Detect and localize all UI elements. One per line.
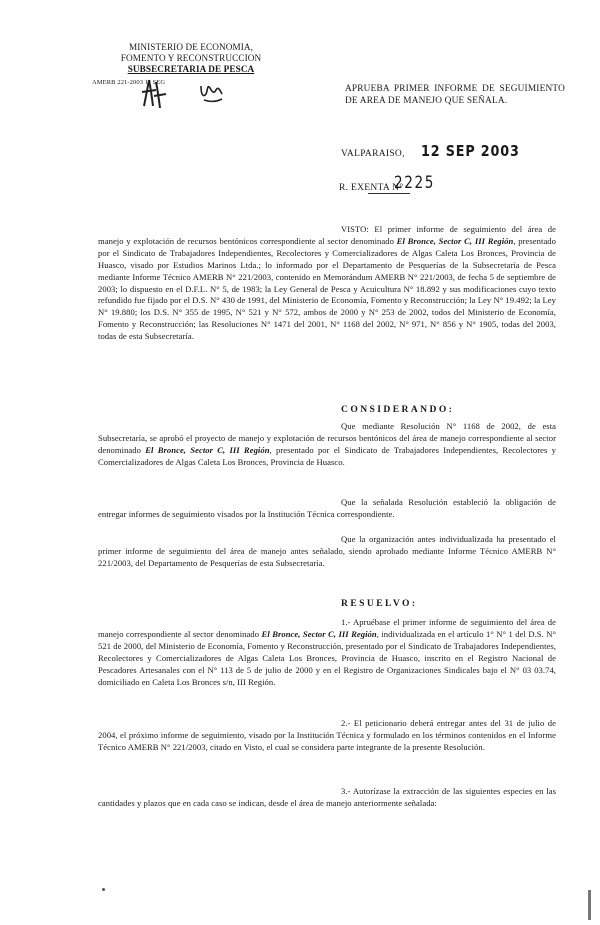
exenta-label: R. EXENTA N° bbox=[339, 183, 404, 193]
considerando-p1-text-b: , presentado por el Sindicato de Trabajadores Independientes, Recolectores y Comercializadores de Algas Caleta Los Bronces, Provincia de Huasco. bbox=[98, 444, 557, 467]
letterhead-ministry: MINISTERIO DE ECONOMIA, bbox=[128, 42, 254, 52]
visto-text-a: El primer informe de seguimiento del área de manejo y explotación de recursos bentónicos correspondiente al sector denominado bbox=[98, 224, 556, 246]
visto-text-b: , presentado por el Sindicato de Trabajadores Independientes, Recolectores y Comercializadores de Algas Caleta Los Bronces, Provincia de Huasco, visado por Estudios Marinos Ltda.; lo informado por el Departamento de Pesquerías de la Subsecretaría de Pesca mediante Informe Técnico AMERB N° 221/2003, contenido en Memorándum AMERB N° 221/2003, de fecha 5 de septiembre de 2003; lo dispuesto en el D.F.L. N° 5, de 1983; la Ley General de Pesca y Acuicultura N° 18.892 y sus modificaciones cuyo texto refundido fue fijado por el D.S. N° 430 de 1991, del Ministerio de Economía, Fomento y Reconstrucción; la Ley N° 19.492; la Ley N° 19.880; los D.S. N° 355 de 1995, N° 521 y N° 572, ambos de 2000 y N° 253 de 2002, todos del Ministerio de Economía, Fomento y Reconstrucción; las Resoluciones N° 1471 del 2001, N° 1168 del 2002, N° 971, N° 856 y N° 1905, todas del 2003, todas de esta Subsecretaría. bbox=[98, 235, 557, 342]
letterhead bbox=[92, 42, 286, 86]
resolution-title: APRUEBA PRIMER INFORME DE SEGUIMIENTO DE AREA DE MANEJO QUE SEÑALA. bbox=[345, 84, 565, 106]
visto-sector-name: El Bronce, Sector C, III Región bbox=[396, 235, 514, 246]
resuelvo-p1-sector-name: El Bronce, Sector C, III Región bbox=[261, 628, 377, 639]
scan-edge-mark bbox=[588, 890, 591, 920]
place-label: VALPARAISO, bbox=[341, 149, 405, 159]
letterhead-ministry-line2: FOMENTO Y RECONSTRUCCION bbox=[120, 53, 262, 63]
considerando-paragraph-3: Que la organización antes individualizada ha presentado el primer informe de seguimiento del área de manejo antes señalado, siendo aprobado mediante Informe Técnico AMERB N° 221/2003, del Departamento de Pesquerías de esta Subsecretaría. bbox=[98, 534, 556, 568]
considerando-paragraph-1 bbox=[98, 421, 556, 469]
resuelvo-heading: RESUELVO: bbox=[341, 598, 418, 609]
resuelvo-paragraph-2: 2.- El peticionario deberá entregar antes del 31 de julio de 2004, el próximo informe de seguimiento, visado por la Institución Técnica y formulado en los términos contenidos en el Informe Técnico AMERB N° 221/2003, citado en Visto, el cual se considera parte integrante de la presente Resolución. bbox=[98, 718, 556, 752]
considerando-p1-sector-name: El Bronce, Sector C, III Región bbox=[145, 444, 270, 455]
handwritten-signature-initials bbox=[140, 76, 168, 110]
date-stamp: 12 SEP 2003 bbox=[421, 142, 520, 160]
considerando-heading: CONSIDERANDO: bbox=[341, 404, 455, 415]
exenta-number-stamp: 2225 bbox=[394, 173, 436, 193]
letterhead-subsecretaria: SUBSECRETARIA DE PESCA bbox=[127, 64, 255, 74]
visto-paragraph bbox=[98, 224, 556, 343]
exenta-number-underline bbox=[368, 193, 410, 194]
resuelvo-p1-text-a: 1.- Apruébase el primer informe de seguimiento del área de manejo correspondiente al sector denominado bbox=[98, 617, 556, 639]
resuelvo-paragraph-3: 3.- Autorízase la extracción de las siguientes especies en las cantidades y plazos que en cada caso se indican, desde el área de manejo anteriormente señalada: bbox=[98, 786, 556, 808]
scan-speck bbox=[102, 888, 105, 891]
letterhead-reference: AMERB 221-2003 1° SEG bbox=[92, 79, 166, 86]
considerando-p1-text-a: Que mediante Resolución N° 1168 de 2002, de esta Subsecretaría, se aprobó el proyecto de manejo y explotación de recursos bentónicos del área de manejo correspondiente al sector denominado bbox=[98, 421, 556, 455]
resuelvo-p1-text-b: , individualizada en el artículo 1° N° 1 del D.S. N° 521 de 2000, del Ministerio de Economía, Fomento y Reconstrucción, presentado por el Sindicato de Trabajadores Independientes, Recolectores y Comercializadores de Algas Caleta Los Bronces, Provincia de Huasco, inscrito en el Registro Nacional de Pescadores Artesanales con el N° 113 de 5 de julio de 2000 y en el Registro de Organizaciones Sindicales bajo el N° 03 03.74, domiciliado en Caleta Los Bronces s/n, III Región. bbox=[98, 628, 556, 687]
visto-lead: VISTO: bbox=[341, 224, 369, 234]
resuelvo-paragraph-1 bbox=[98, 617, 556, 688]
handwritten-signature-mark bbox=[198, 80, 224, 104]
considerando-paragraph-2: Que la señalada Resolución estableció la obligación de entregar informes de seguimiento visados por la Institución Técnica correspondiente. bbox=[98, 497, 556, 519]
